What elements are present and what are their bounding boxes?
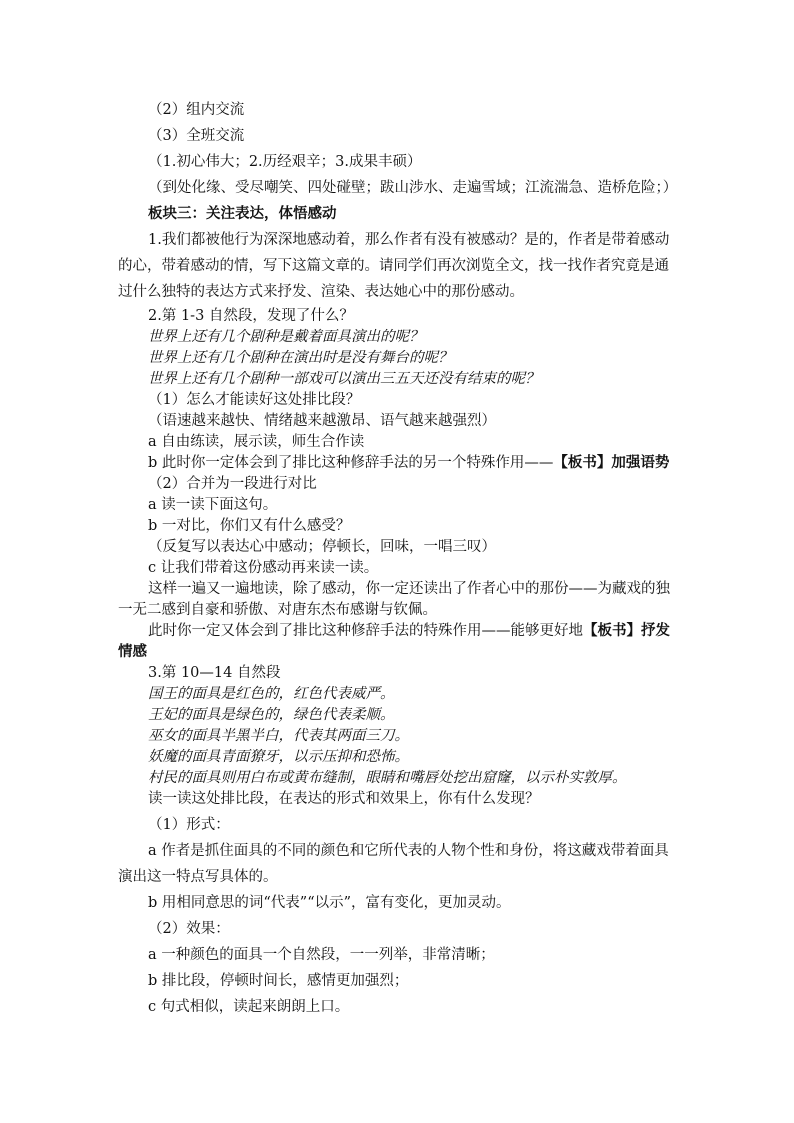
quote-line-1: 世界上还有几个剧种是戴着面具演出的呢？ (148, 329, 424, 345)
line-34: a 作者是抓住面具的不同的颜色和它所代表的人物个性和身份，将这藏戏带着面具 (148, 843, 669, 859)
quote-line-6: 巫女的面具半黑半白，代表其两面三刀。 (148, 728, 409, 744)
line-16 (148, 454, 669, 472)
line-6: 1.我们都被他行为深深地感动着，那么作者有没有被感动？是的，作者是带着感动 (148, 232, 670, 248)
line-23: 一无二感到自豪和骄傲、对唐东杰布感谢与钦佩。 (118, 602, 437, 618)
line-13: （1）怎么才能读好这处排比段？ (148, 392, 361, 408)
line-18: a 读一读下面这句。 (148, 497, 278, 513)
quote-line-5: 王妃的面具是绿色的，绿色代表柔顺。 (148, 707, 395, 723)
quote-line-4: 国王的面具是红色的，红色代表威严。 (148, 686, 395, 702)
quote-line-2: 世界上还有几个剧种在演出时是没有舞台的呢？ (148, 350, 453, 366)
line-1: （2）组内交流 (148, 102, 245, 118)
line-20: （反复写以表达心中感动；停顿长，回味，一唱三叹） (148, 539, 496, 555)
line-9: 2.第 1-3 自然段，发现了什么？ (148, 308, 354, 324)
line-15: a 自由练读，展示读，师生合作读 (148, 434, 365, 450)
line-40: c 句式相似，读起来朗朗上口。 (148, 999, 350, 1015)
line-21: c 让我们带着这份感动再来读一读。 (148, 560, 379, 576)
line-36: b 用相同意思的词“代表”“以示”，富有变化，更加灵动。 (148, 895, 511, 911)
board-note-1: 【板书】加强语势 (553, 454, 670, 471)
line-19: b 一对比，你们又有什么感受？ (148, 518, 351, 534)
line-33: （1）形式： (148, 817, 230, 833)
line-3: （1.初心伟大；2.历经艰辛；3.成果丰硕） (148, 154, 422, 170)
line-7: 的心，带着感动的情，写下这篇文章的。请同学们再次浏览全文，找一找作者究竟是通 (118, 258, 669, 274)
line-8: 过什么独特的表达方式来抒发、渲染、表达她心中的那份感动。 (118, 284, 524, 300)
line-4: （到处化缘、受尽嘲笑、四处碰壁；跋山涉水、走遍雪域；江流湍急、造桥危险；） (148, 180, 678, 196)
line-37: （2）效果： (148, 921, 230, 937)
line-38: a 一种颜色的面具一个自然段，一一列举，非常清晰； (148, 947, 495, 963)
line-16-text: b 此时你一定体会到了排比这种修辞手法的另一个特殊作用—— (148, 455, 554, 471)
line-2: （3）全班交流 (148, 128, 245, 144)
line-22: 这样一遍又一遍地读，除了感动，你一定还读出了作者心中的那份——为藏戏的独 (148, 581, 670, 597)
quote-line-3: 世界上还有几个剧种一部戏可以演出三五天还没有结束的呢？ (148, 371, 540, 387)
line-35: 演出这一特点写具体的。 (118, 869, 278, 885)
line-17: （2）合并为一段进行对比 (148, 476, 317, 492)
line-14: （语速越来越快、情绪越来越激昂、语气越来越强烈） (148, 413, 496, 429)
quote-line-8: 村民的面具则用白布或黄布缝制，眼睛和嘴唇处挖出窟窿，以示朴实敦厚。 (148, 770, 627, 786)
line-26: 3.第 10—14 自然段 (148, 665, 281, 681)
line-24-text: 此时你一定又体会到了排比这种修辞手法的特殊作用——能够更好地 (148, 623, 583, 639)
section-heading: 板块三：关注表达，体悟感动 (148, 205, 337, 222)
board-note-2: 【板书】抒发 (583, 622, 670, 639)
line-24 (148, 622, 670, 640)
line-32: 读一读这处排比段，在表达的形式和效果上，你有什么发现？ (148, 791, 540, 807)
quote-line-7: 妖魔的面具青面獠牙，以示压抑和恐怖。 (148, 749, 409, 765)
line-39: b 排比段，停顿时间长，感情更加强烈； (148, 973, 409, 989)
line-25: 情感 (118, 643, 147, 660)
